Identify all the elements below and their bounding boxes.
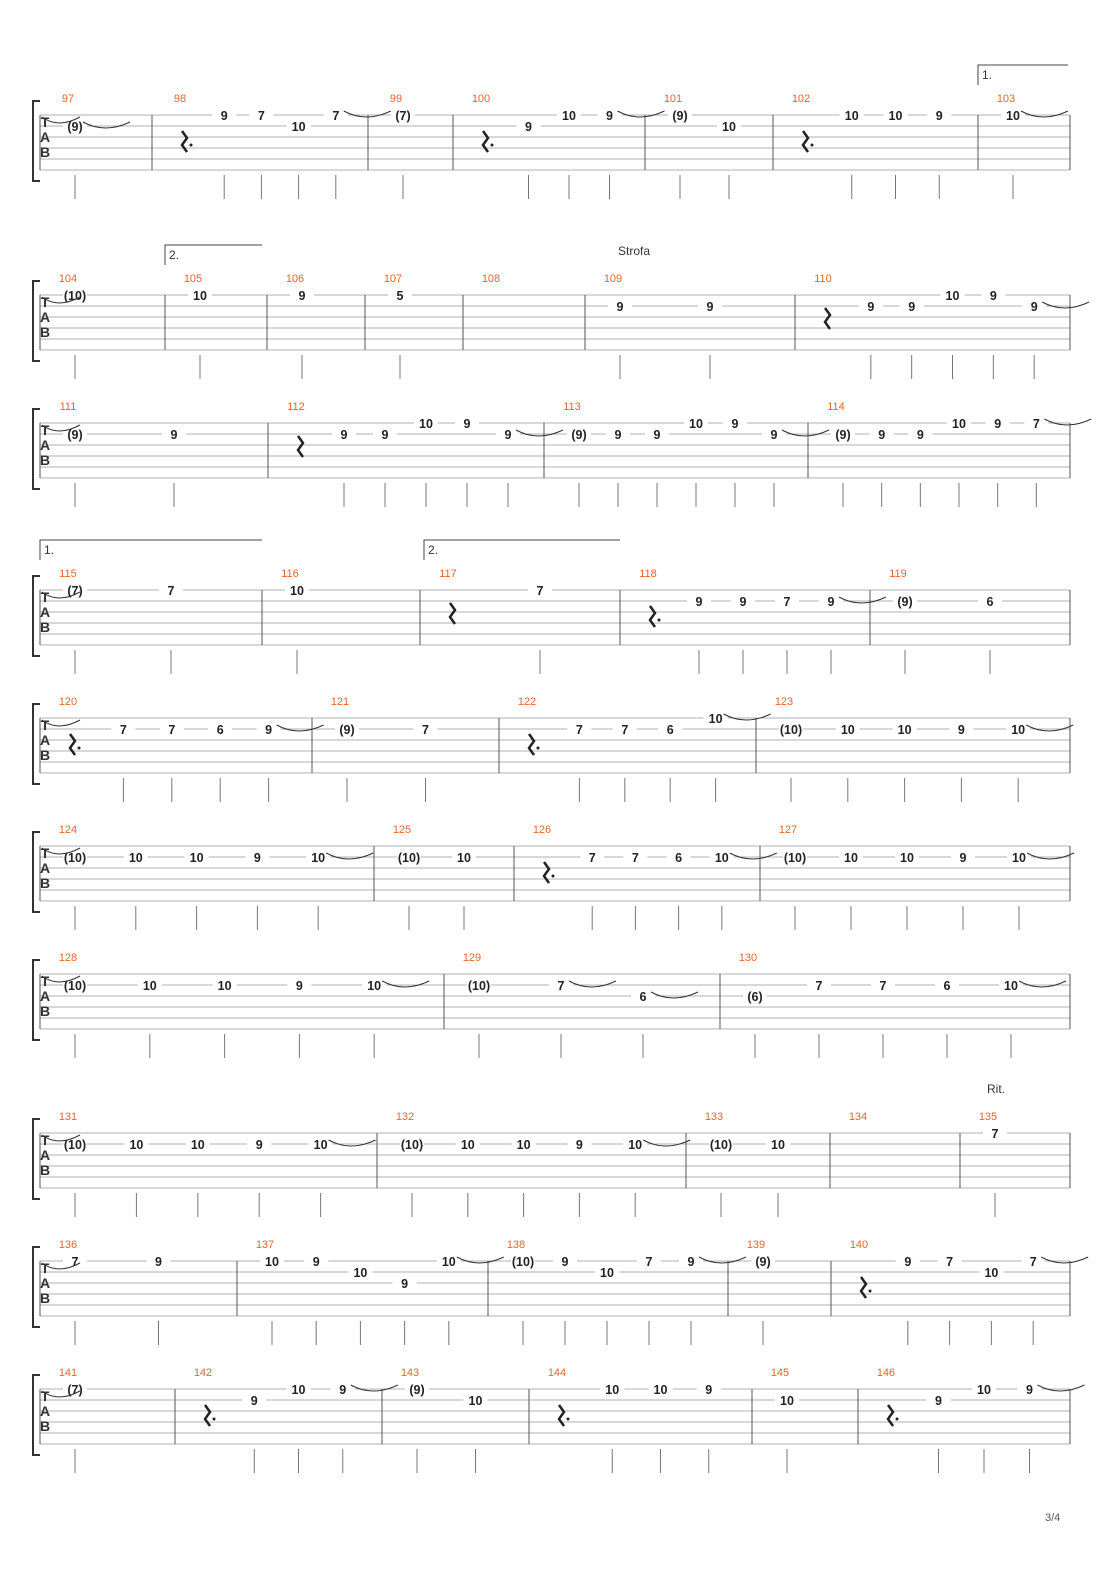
rest	[483, 131, 488, 152]
tab-clef-letter: T	[40, 422, 50, 438]
measure-number: 146	[876, 1367, 896, 1379]
rest-dot	[190, 144, 193, 147]
fret-number: 6	[943, 979, 951, 993]
tab-clef-letter: T	[40, 294, 50, 310]
fret-number: 10	[1012, 851, 1026, 865]
tie-arc	[277, 725, 324, 731]
measure-number: 129	[462, 952, 482, 964]
fret-number: (10)	[779, 723, 803, 737]
tie-arc	[1026, 725, 1073, 731]
rest	[650, 606, 655, 627]
system-brace	[33, 960, 40, 1040]
fret-number: 9	[935, 109, 943, 123]
rest	[70, 734, 75, 755]
tab-clef-letter: A	[39, 437, 51, 453]
tie-arc	[83, 122, 130, 128]
volta-bracket	[424, 540, 620, 560]
tie-arc	[643, 1140, 690, 1146]
fret-number: 9	[739, 595, 747, 609]
system-brace	[33, 576, 40, 656]
fret-number: 7	[167, 584, 175, 598]
fret-number: 7	[71, 1255, 79, 1269]
tab-clef-letter: A	[39, 1403, 51, 1419]
system-brace	[33, 832, 40, 912]
rest-dot	[491, 144, 494, 147]
measure-number: 137	[255, 1239, 275, 1251]
fret-number: 7	[991, 1127, 999, 1141]
measure-number: 125	[392, 824, 412, 836]
tab-clef-letter: B	[39, 875, 51, 891]
measure-number: 114	[827, 401, 845, 413]
measure-number: 120	[58, 696, 78, 708]
measure-number: 107	[383, 273, 403, 285]
fret-number: 10	[142, 979, 157, 993]
measure-number: 110	[814, 273, 832, 285]
tab-clef-letter: B	[39, 1162, 51, 1178]
fret-number: (9)	[835, 428, 851, 442]
fret-number: 9	[731, 417, 739, 431]
fret-number: (6)	[747, 990, 763, 1004]
fret-number: (7)	[395, 109, 411, 123]
volta-label: 1.	[44, 543, 55, 557]
fret-number: 10	[128, 851, 143, 865]
measure-number: 130	[738, 952, 758, 964]
fret-number: 10	[771, 1138, 785, 1152]
measure-number: 145	[770, 1367, 790, 1379]
fret-number: 7	[946, 1255, 954, 1269]
tie-arc	[1044, 419, 1091, 425]
fret-number: (10)	[511, 1255, 535, 1269]
measure-number: 97	[61, 93, 75, 105]
fret-number: 9	[340, 428, 348, 442]
fret-number: (9)	[755, 1255, 771, 1269]
fret-number: 10	[780, 1394, 794, 1408]
fret-number: 9	[220, 109, 228, 123]
fret-number: 7	[621, 723, 629, 737]
tie-arc	[1021, 111, 1068, 117]
fret-number: 10	[1011, 723, 1026, 737]
tab-clef-letter: B	[39, 619, 51, 635]
fret-number: 9	[253, 851, 261, 865]
fret-number: 10	[313, 1138, 328, 1152]
measure-number: 119	[889, 568, 907, 580]
fret-number: 10	[353, 1266, 368, 1280]
fret-number: 10	[419, 417, 433, 431]
fret-number: (10)	[63, 289, 87, 303]
fret-number: 10	[1004, 979, 1018, 993]
quarter-rest	[450, 603, 455, 624]
fret-number: 9	[606, 109, 613, 123]
fret-number: (9)	[409, 1383, 425, 1397]
fret-number: 10	[265, 1255, 279, 1269]
rest-dot	[896, 1418, 899, 1421]
system-brace	[33, 409, 40, 489]
fret-number: (10)	[400, 1138, 424, 1152]
measure-number: 138	[506, 1239, 526, 1251]
tie-arc	[457, 1257, 504, 1263]
quarter-rest	[298, 436, 303, 457]
fret-number: (10)	[63, 1138, 87, 1152]
tab-clef-letter: A	[39, 1147, 51, 1163]
volta-label: 1.	[982, 68, 993, 82]
fret-number: (9)	[67, 428, 83, 442]
fret-number: 7	[119, 723, 127, 737]
fret-number: 9	[959, 851, 967, 865]
rest-dot	[213, 1418, 216, 1421]
fret-number: 7	[645, 1255, 653, 1269]
rest	[182, 131, 187, 152]
fret-number: (10)	[709, 1138, 733, 1152]
fret-number: 9	[504, 428, 512, 442]
tie-arc	[1042, 302, 1089, 308]
fret-number: 9	[255, 1138, 263, 1152]
fret-number: 9	[904, 1255, 912, 1269]
fret-number: (10)	[783, 851, 807, 865]
fret-number: 10	[600, 1266, 614, 1280]
fret-number: 9	[155, 1255, 162, 1269]
measure-number: 116	[281, 568, 299, 580]
fret-number: 7	[1029, 1255, 1037, 1269]
measure-number: 105	[183, 273, 203, 285]
fret-number: 9	[295, 979, 303, 993]
fret-number: 9	[463, 417, 471, 431]
measure-number: 142	[193, 1367, 213, 1379]
fret-number: 7	[1032, 417, 1040, 431]
fret-number: 9	[381, 428, 389, 442]
tab-clef-letter: A	[39, 732, 51, 748]
tie-arc	[1038, 1385, 1085, 1391]
tie-arc	[651, 992, 698, 998]
fret-number: 10	[628, 1138, 643, 1152]
fret-number: (9)	[571, 428, 587, 442]
tie-arc	[1041, 1257, 1088, 1263]
fret-number: 9	[250, 1394, 258, 1408]
rest-dot	[811, 144, 814, 147]
fret-number: 7	[588, 851, 596, 865]
measure-number: 141	[58, 1367, 78, 1379]
measure-number: 104	[58, 273, 78, 285]
rest	[888, 1405, 893, 1426]
fret-number: (10)	[63, 979, 87, 993]
volta-label: 2.	[169, 248, 180, 262]
tie-arc	[569, 981, 616, 987]
measure-number: 144	[547, 1367, 567, 1379]
fret-number: 9	[525, 120, 532, 134]
fret-number: 10	[193, 289, 207, 303]
measure-number: 111	[59, 401, 77, 413]
fret-number: 9	[827, 595, 835, 609]
measure-number: 118	[639, 568, 657, 580]
fret-number: 9	[935, 1394, 942, 1408]
section-label: Rit.	[987, 1082, 1005, 1096]
tab-clef-letter: T	[40, 589, 50, 605]
measure-number: 139	[746, 1239, 766, 1251]
tie-arc	[839, 597, 886, 603]
measure-number: 108	[481, 273, 501, 285]
measure-number: 100	[471, 93, 491, 105]
fret-number: (9)	[672, 109, 688, 123]
tab-clef-letter: A	[39, 129, 51, 145]
system-brace	[33, 1247, 40, 1327]
fret-number: 10	[844, 851, 858, 865]
fret-number: 10	[441, 1255, 456, 1269]
rest	[205, 1405, 210, 1426]
fret-number: 9	[957, 723, 965, 737]
fret-number: 9	[916, 428, 924, 442]
fret-number: 10	[714, 851, 729, 865]
measure-number: 134	[848, 1111, 868, 1123]
rest-dot	[658, 619, 661, 622]
fret-number: (7)	[67, 584, 83, 598]
fret-number: 10	[653, 1383, 668, 1397]
volta-label: 2.	[428, 543, 439, 557]
tab-clef-letter: T	[40, 717, 50, 733]
fret-number: 6	[986, 595, 994, 609]
fret-number: 7	[168, 723, 176, 737]
tie-arc	[730, 853, 777, 859]
fret-number: 9	[989, 289, 997, 303]
rest-dot	[537, 747, 540, 750]
rest-dot	[78, 747, 81, 750]
tie-arc	[782, 430, 829, 436]
measure-number: 117	[439, 568, 457, 580]
fret-number: 10	[605, 1383, 620, 1397]
rest	[861, 1277, 866, 1298]
measure-number: 109	[603, 273, 623, 285]
fret-number: 7	[879, 979, 887, 993]
fret-number: 6	[675, 851, 683, 865]
fret-number: (9)	[67, 120, 83, 134]
measure-number: 128	[58, 952, 78, 964]
fret-number: 9	[339, 1383, 347, 1397]
tab-clef-letter: B	[39, 144, 51, 160]
measure-number: 112	[287, 401, 305, 413]
fret-number: 10	[708, 712, 723, 726]
fret-number: 10	[722, 120, 736, 134]
fret-number: 9	[298, 289, 306, 303]
fret-number: 10	[897, 723, 912, 737]
fret-number: (10)	[467, 979, 491, 993]
measure-number: 132	[395, 1111, 415, 1123]
measure-number: 121	[330, 696, 350, 708]
tab-clef-letter: A	[39, 988, 51, 1004]
measure-number: 122	[517, 696, 537, 708]
fret-number: 9	[1030, 300, 1038, 314]
fret-number: 10	[888, 109, 903, 123]
volta-bracket	[165, 245, 262, 265]
fret-number: 7	[557, 979, 565, 993]
measure-number: 99	[389, 93, 403, 105]
fret-number: 10	[291, 1383, 306, 1397]
system-brace	[33, 704, 40, 784]
tie-arc	[1019, 981, 1066, 987]
tie-arc	[326, 853, 373, 859]
fret-number: 10	[290, 584, 304, 598]
section-label: Strofa	[618, 244, 651, 258]
fret-number: 10	[689, 417, 703, 431]
fret-number: (9)	[339, 723, 355, 737]
rest	[803, 131, 808, 152]
volta-bracket	[40, 540, 262, 560]
fret-number: (10)	[63, 851, 87, 865]
fret-number: 9	[908, 300, 916, 314]
rest-dot	[567, 1418, 570, 1421]
tab-clef-letter: A	[39, 860, 51, 876]
fret-number: 10	[952, 417, 966, 431]
system-brace	[33, 281, 40, 361]
fret-number: 9	[705, 1383, 713, 1397]
quarter-rest	[825, 308, 830, 329]
tab-clef-letter: T	[40, 1132, 50, 1148]
measure-number: 133	[704, 1111, 724, 1123]
fret-number: 10	[129, 1138, 144, 1152]
fret-number: 9	[706, 300, 714, 314]
measure-number: 135	[978, 1111, 998, 1123]
fret-number: 10	[900, 851, 914, 865]
fret-number: 7	[257, 109, 265, 123]
fret-number: 10	[1006, 109, 1020, 123]
tab-clef-letter: B	[39, 1418, 51, 1434]
fret-number: 10	[984, 1266, 999, 1280]
tab-clef-letter: A	[39, 604, 51, 620]
fret-number: 5	[396, 289, 404, 303]
rest	[529, 734, 534, 755]
fret-number: 7	[332, 109, 340, 123]
measure-number: 98	[173, 93, 187, 105]
fret-number: 10	[460, 1138, 475, 1152]
fret-number: 9	[994, 417, 1002, 431]
tab-clef-letter: A	[39, 309, 51, 325]
fret-number: 9	[401, 1277, 409, 1291]
rest	[544, 862, 549, 883]
fret-number: (7)	[67, 1383, 83, 1397]
fret-number: (10)	[397, 851, 421, 865]
tie-arc	[1027, 853, 1074, 859]
fret-number: 9	[878, 428, 886, 442]
measure-number: 113	[563, 401, 581, 413]
tie-arc	[516, 430, 563, 436]
fret-number: 10	[217, 979, 232, 993]
measure-number: 143	[400, 1367, 420, 1379]
tab-clef-letter: A	[39, 1275, 51, 1291]
fret-number: 6	[666, 723, 674, 737]
page-number: 3/4	[1045, 1512, 1061, 1524]
system-brace	[33, 101, 40, 181]
tie-arc	[344, 111, 391, 117]
system-brace	[33, 1119, 40, 1199]
fret-number: 6	[639, 990, 647, 1004]
fret-number: 6	[216, 723, 224, 737]
measure-number: 136	[58, 1239, 78, 1251]
tie-arc	[382, 981, 429, 987]
tie-arc	[329, 1140, 376, 1146]
measure-number: 131	[58, 1111, 78, 1123]
fret-number: 9	[1026, 1383, 1033, 1397]
tab-clef-letter: B	[39, 747, 51, 763]
measure-number: 106	[285, 273, 305, 285]
fret-number: 9	[265, 723, 273, 737]
fret-number: 9	[867, 300, 875, 314]
fret-number: 9	[616, 300, 624, 314]
fret-number: 9	[170, 428, 178, 442]
fret-number: 9	[695, 595, 703, 609]
fret-number: 10	[367, 979, 382, 993]
measure-number: 126	[532, 824, 552, 836]
system-brace	[33, 1375, 40, 1455]
measure-number: 127	[778, 824, 798, 836]
rest-dot	[869, 1290, 872, 1293]
fret-number: 10	[189, 851, 204, 865]
fret-number: 10	[977, 1383, 991, 1397]
tab-clef-letter: T	[40, 1260, 50, 1276]
measure-number: 124	[58, 824, 78, 836]
measure-number: 102	[791, 93, 811, 105]
fret-number: 9	[614, 428, 622, 442]
fret-number: 7	[631, 851, 639, 865]
tab-clef-letter: B	[39, 324, 51, 340]
fret-number: 10	[291, 120, 306, 134]
rest-dot	[552, 875, 555, 878]
tie-arc	[699, 1257, 746, 1263]
fret-number: 10	[190, 1138, 205, 1152]
tab-clef-letter: T	[40, 845, 50, 861]
fret-number: 7	[815, 979, 823, 993]
tab-clef-letter: T	[40, 973, 50, 989]
measure-number: 140	[849, 1239, 869, 1251]
tie-arc	[724, 714, 771, 720]
tab-clef-letter: T	[40, 1388, 50, 1404]
fret-number: 10	[844, 109, 859, 123]
fret-number: 10	[516, 1138, 531, 1152]
fret-number: 7	[422, 723, 429, 737]
fret-number: (9)	[897, 595, 913, 609]
tab-clef-letter: T	[40, 114, 50, 130]
fret-number: 7	[536, 584, 544, 598]
fret-number: 9	[575, 1138, 583, 1152]
tie-arc	[618, 111, 665, 117]
tab-clef-letter: B	[39, 1290, 51, 1306]
measure-number: 101	[663, 93, 683, 105]
fret-number: 7	[575, 723, 583, 737]
tab-clef-letter: B	[39, 452, 51, 468]
measure-number: 123	[774, 696, 794, 708]
fret-number: 7	[783, 595, 791, 609]
fret-number: 10	[840, 723, 855, 737]
fret-number: 9	[770, 428, 778, 442]
measure-number: 115	[59, 568, 77, 580]
tie-arc	[351, 1385, 398, 1391]
fret-number: 9	[561, 1255, 569, 1269]
fret-number: 9	[312, 1255, 320, 1269]
rest	[559, 1405, 564, 1426]
fret-number: 10	[468, 1394, 483, 1408]
fret-number: 10	[457, 851, 471, 865]
fret-number: 10	[311, 851, 326, 865]
fret-number: 10	[945, 289, 960, 303]
fret-number: 9	[687, 1255, 695, 1269]
fret-number: 10	[562, 109, 576, 123]
tab-clef-letter: B	[39, 1003, 51, 1019]
fret-number: 9	[653, 428, 661, 442]
measure-number: 103	[996, 93, 1016, 105]
